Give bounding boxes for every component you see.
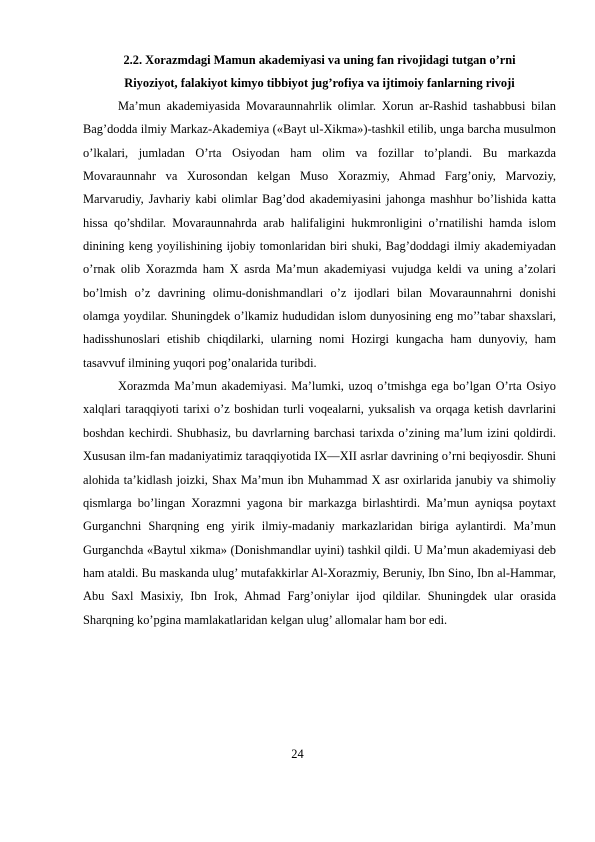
body-paragraph-2: Xorazmda Ma’mun akademiyasi. Ma’lumki, uzoq o’tmishga ega bo’lgan O’rta Osiyo xalqlari taraqqiyoti tarixi o’z boshidan turli voqealarni, yuksalish va orqaga ketish davrlarini boshdan kechirdi. Shubhasiz, bu davrlarning barchasi tarixda o’zining ma’lum izini qoldirdi. Xususan ilm-fan madaniyatimiz taraqqiyotida IX—XII asrlar davrining o’rni beqiyosdir. Shuni alohida ta’kidlash joizki, Shax Ma’mun ibn Muhammad X asr oxirlarida janubiy va shimoliy qismlarga bo’lingan Xorazmni yagona bir markazga birlashtirdi. Ma’mun ayniqsa poytaxt Gurganchni Sharqning eng yirik ilmiy-madaniy markazlaridan biriga aylantirdi. Ma’mun Gurganchda «Baytul xikma» (Donishmandlar uyini) tashkil qildi. U Ma’mun akademiyasi deb ham ataldi. Bu maskanda ulug’ mutafakkirlar Al-Xorazmiy, Beruniy, Ibn Sino, Ibn al-Hammar, Abu Saxl Masixiy, Ibn Irok, Ahmad Farg’oniylar ijod qildilar. Shuningdek ular orasida Sharqning ko’pgina mamlakatlaridan kelgan ulug’ allomalar ham bor edi. (83, 379, 556, 627)
section-heading: 2.2. Xorazmdagi Mamun akademiyasi va uning fan rivojidagi tutgan o’rni (123, 53, 516, 67)
section-subheading: Riyoziyot, falakiyot kimyo tibbiyot jug’rofiya va ijtimoiy fanlarning rivoji (124, 76, 515, 90)
document-page (83, 49, 556, 632)
body-paragraph-1: Ma’mun akademiyasida Movaraunnahrlik olimlar. Xorun ar-Rashid tashabbusi bilan Bag’dodda ilmiy Markaz-Akademiya («Bayt ul-Xikma»)-tashkil etilib, unga barcha musulmon o’lkalari, jumladan O’rta Osiyodan ham olim va fozillar to’plandi. Bu markazda Movaraunnahr va Xurosondan kelgan Muso Xorazmiy, Ahmad Farg’oniy, Marvoziy, Marvarudiy, Javhariy kabi olimlar Bag’dod akademiyasini jahonga mashhur bo’lishida katta hissa qo’shdilar. Movaraunnahrda arab halifaligini hukmronligini o’rnatilishi hamda islom dinining keng yoyilishining ijobiy tomonlaridan biri shuki, Bag’doddagi ilmiy akademiyadan o’rnak olib Xorazmda ham X asrda Ma’mun akademiyasi vujudga keldi va uning a’zolari bo’lmish o’z davrining olimu-donishmandlari o’z ijodlari bilan Movaraunnahrni donishi olamga yoydilar. Shuningdek o’lkamiz hududidan islom dunyosining eng mo’’tabar shaxslari, hadisshunoslari etishib chiqdilarki, ularning nomi Hozirgi kungacha ham dunyoviy, ham tasavvuf ilmining yuqori pog’onalarida turibdi. (83, 99, 556, 370)
page-number: 24 (291, 747, 304, 761)
